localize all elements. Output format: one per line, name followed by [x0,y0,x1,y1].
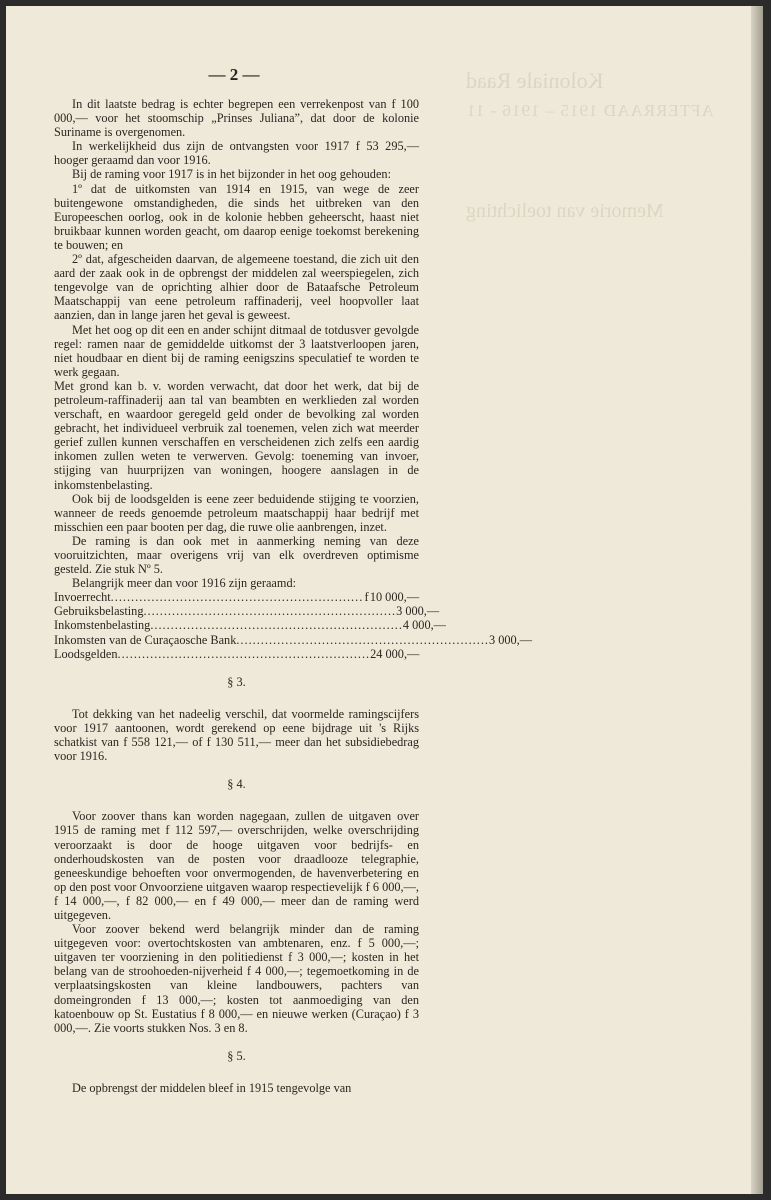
ledger-amount: 3 000,— [488,632,533,647]
ledger-row [54,632,533,647]
leader-dots: .............................................................. [150,618,403,633]
paragraph-group-b [54,707,419,763]
ledger-label: Gebruiksbelasting [54,604,144,619]
ledger-amount: 10 000,— [369,590,419,605]
ledger-row [54,618,446,633]
section-heading: § 4. [227,777,246,792]
ledger-amount: 24 000,— [370,646,420,661]
paragraph: 1º dat de uitkomsten van 1914 en 1915, van wege de zeer buitengewone omstandigheden, die sinds het uitbreken van den Europeeschen oorlog, ook in de kolonie hebben geheerscht, haast niet bruikbaar kunnen worden geacht, om daarop eenige toekomst berekening te bouwen; en [54,181,419,252]
paragraph: Voor zoover bekend werd belangrijk minder dan de raming uitgegeven voor: overtochtskosten van ambtenaren, enz. f 5 000,—; uitgaven ter voorziening in den politiedienst f 3 000,—; kosten in het belang van de stroohoeden-nijverheid f 4 000,—; tegemoetkoming in de verplaatsingskosten van kleine landbouwers, pachters van domeingronden f 13 000,—; kosten tot aanmoediging van den katoenbouw op St. Eustatius f 8 000,— en nieuwe werken (Curaçao) f 3 000,—. Zie voorts stukken Nos. 3 en 8. [54,922,419,1035]
paragraph-group-d [54,1081,419,1095]
ledger-row [54,647,419,661]
page-number: — 2 — [208,65,260,84]
paragraph: Voor zoover thans kan worden nagegaan, zullen de uitgaven over 1915 de raming met f 112 597,— overschrijden, welke overschrijding veroorzaakt is door de hooge uitgaven voor bedrijfs- en onderhoudskosten van de posten voor draadlooze telegraphie, geneeskundige behoeften voor onvermogenden, de havenverbetering en op den post voor Onvoorziene uitgaven waarop respectievelijk f 6 000,—, f 14 000,—, f 82 000,— en f 49 000,— meer dan de raming werd uitgegeven. [54,809,419,922]
document-page [6,6,763,1194]
ghost-line: Koloniale Raad [466,68,604,93]
paragraph-group-a [54,97,419,590]
leader-dots: .............................................................. [236,632,489,647]
revenue-ledger [54,590,533,661]
ledger-label: Inkomstenbelasting [54,618,151,633]
paragraph: Tot dekking van het nadeelig verschil, dat voormelde ramingscijfers voor 1917 aantoonen, wordt gerekend op eene bijdrage uit 's Rijks schatkist van f 558 121,— of f 130 511,— meer dan het subsidiebedrag voor 1916. [54,706,419,764]
paragraph: Met het oog op dit een en ander schijnt ditmaal de totdusver gevolgde regel: ramen naar de gemiddelde uitkomst der 3 laatstverloopen jaren, niet houdbaar en dient bij de raming eenigszins speculatief te worden te werk gegaan. [54,322,419,379]
paragraph: De raming is dan ook met in aanmerking neming van deze vooruitzichten, maar overigens vrij van elk overdreven optimisme gesteld. Zie stuk Nº 5. [54,533,419,577]
ledger-amount: 3 000,— [396,604,440,619]
paragraph: De opbrengst der middelen bleef in 1915 tengevolge van [72,1080,352,1095]
paragraph: Belangrijk meer dan voor 1916 zijn geraamd: [72,576,297,591]
paragraph: Met grond kan b. v. worden verwacht, dat door het werk, dat bij de petroleum-raffinaderij aan tal van beambten en werklieden zal worden verschaft, en waardoor geregeld geld onder de bevolking zal worden gebracht, het individueel verbruik zal toenemen, velen zich wat meerder gerief zullen kunnen verschaffen en verscheidenen zich zelfs een aardig inkomen zullen weten te verwerven. Gevolg: toeneming van invoer, stijging van huurprijzen van woningen, hoogere aanslagen in de inkomstenbelasting. [54,378,419,492]
section-heading: § 5. [227,1048,246,1063]
section-heading: § 3. [227,674,246,689]
bleed-through-text [466,66,756,226]
ledger-currency: f [364,590,369,605]
paragraph-group-c [54,809,419,1035]
ghost-line: AFTERRAAD 1915 – 1916 - 11 [466,101,714,120]
paragraph: In werkelijkheid dus zijn de ontvangsten voor 1917 f 53 295,— hooger geraamd dan voor 1916. [54,139,419,168]
ghost-line: Memorie van toelichting [466,200,664,222]
paragraph: 2º dat, afgescheiden daarvan, de algemeene toestand, die zich uit den aard der zaak ook in de opbrengst der middelen zal weerspiegelen, zich tengevolge van de oprichting alhier door de Bataafsche Petroleum Maatschappij van eene petroleum raffinaderij, veel hoopvoller laat aanzien, dan in lange jaren het geval is geweest. [54,252,419,323]
ledger-row [54,590,419,604]
leader-dots: .............................................................. [143,604,397,619]
paragraph: In dit laatste bedrag is echter begrepen een verrekenpost van f 100 000,— voor het stoomschip „Prinses Juliana”, dat door de kolonie Suriname is overgenomen. [54,97,419,140]
ledger-label: Loodsgelden [54,646,118,661]
leader-dots: .............................................................. [110,590,364,605]
ledger-amount: 4 000,— [402,618,446,633]
paragraph: Ook bij de loodsgelden is eene zeer beduidende stijging te voorzien, wanneer de reeds genoemde petroleum maatschappij haar bedrijf met misschien een paar booten per dag, die ruwe olie aanbrengen, inzet. [54,491,419,534]
paragraph: Bij de raming voor 1917 is in het bijzonder in het oog gehouden: [72,167,391,182]
leader-dots: .............................................................. [117,646,371,661]
ledger-label: Inkomsten van de Curaçaosche Bank [54,632,237,647]
ledger-label: Invoerrecht [54,590,111,605]
ledger-row [54,604,440,619]
body-text [54,97,533,1095]
